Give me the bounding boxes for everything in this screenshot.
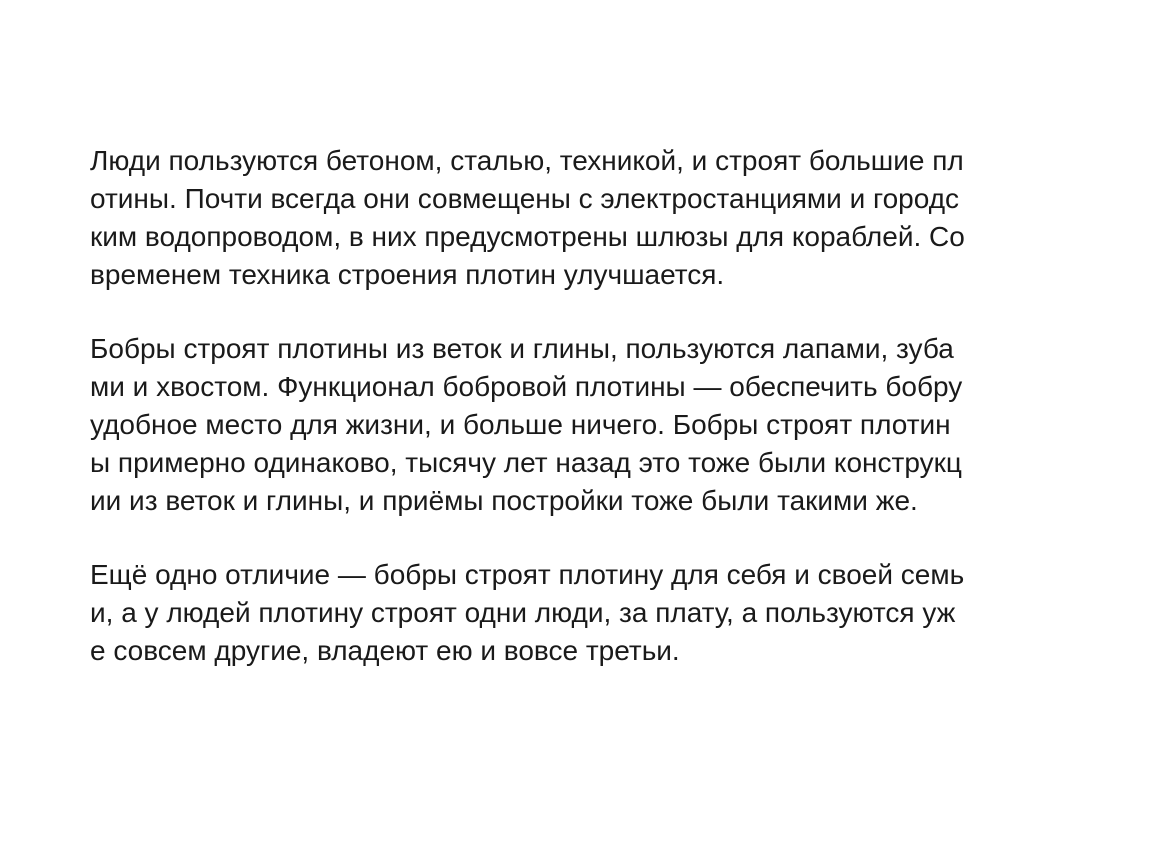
text-line: отины. Почти всегда они совмещены с электростанциями и городс — [90, 183, 960, 214]
text-line: ии из веток и глины, и приёмы постройки тоже были такими же. — [90, 485, 918, 516]
text-line: ы примерно одинаково, тысячу лет назад это тоже были конструкц — [90, 447, 962, 478]
text-line: удобное место для жизни, и больше ничего. Бобры строят плотин — [90, 409, 951, 440]
body-text — [90, 142, 1090, 706]
paragraph-beavers — [90, 330, 1090, 520]
text-line: Ещё одно отличие — бобры строят плотину для себя и своей семь — [90, 559, 965, 590]
text-line: е совсем другие, владеют ею и вовсе третьи. — [90, 635, 680, 666]
text-line: временем техника строения плотин улучшается. — [90, 259, 725, 290]
text-line: Бобры строят плотины из веток и глины, пользуются лапами, зуба — [90, 333, 954, 364]
paragraph-humans — [90, 142, 1090, 294]
text-line: и, а у людей плотину строят одни люди, за плату, а пользуются уж — [90, 597, 956, 628]
text-line: ким водопроводом, в них предусмотрены шлюзы для кораблей. Со — [90, 221, 965, 252]
text-line: Люди пользуются бетоном, сталью, техникой, и строят большие пл — [90, 145, 964, 176]
text-line: ми и хвостом. Функционал бобровой плотины — обеспечить бобру — [90, 371, 963, 402]
paragraph-difference — [90, 556, 1090, 670]
